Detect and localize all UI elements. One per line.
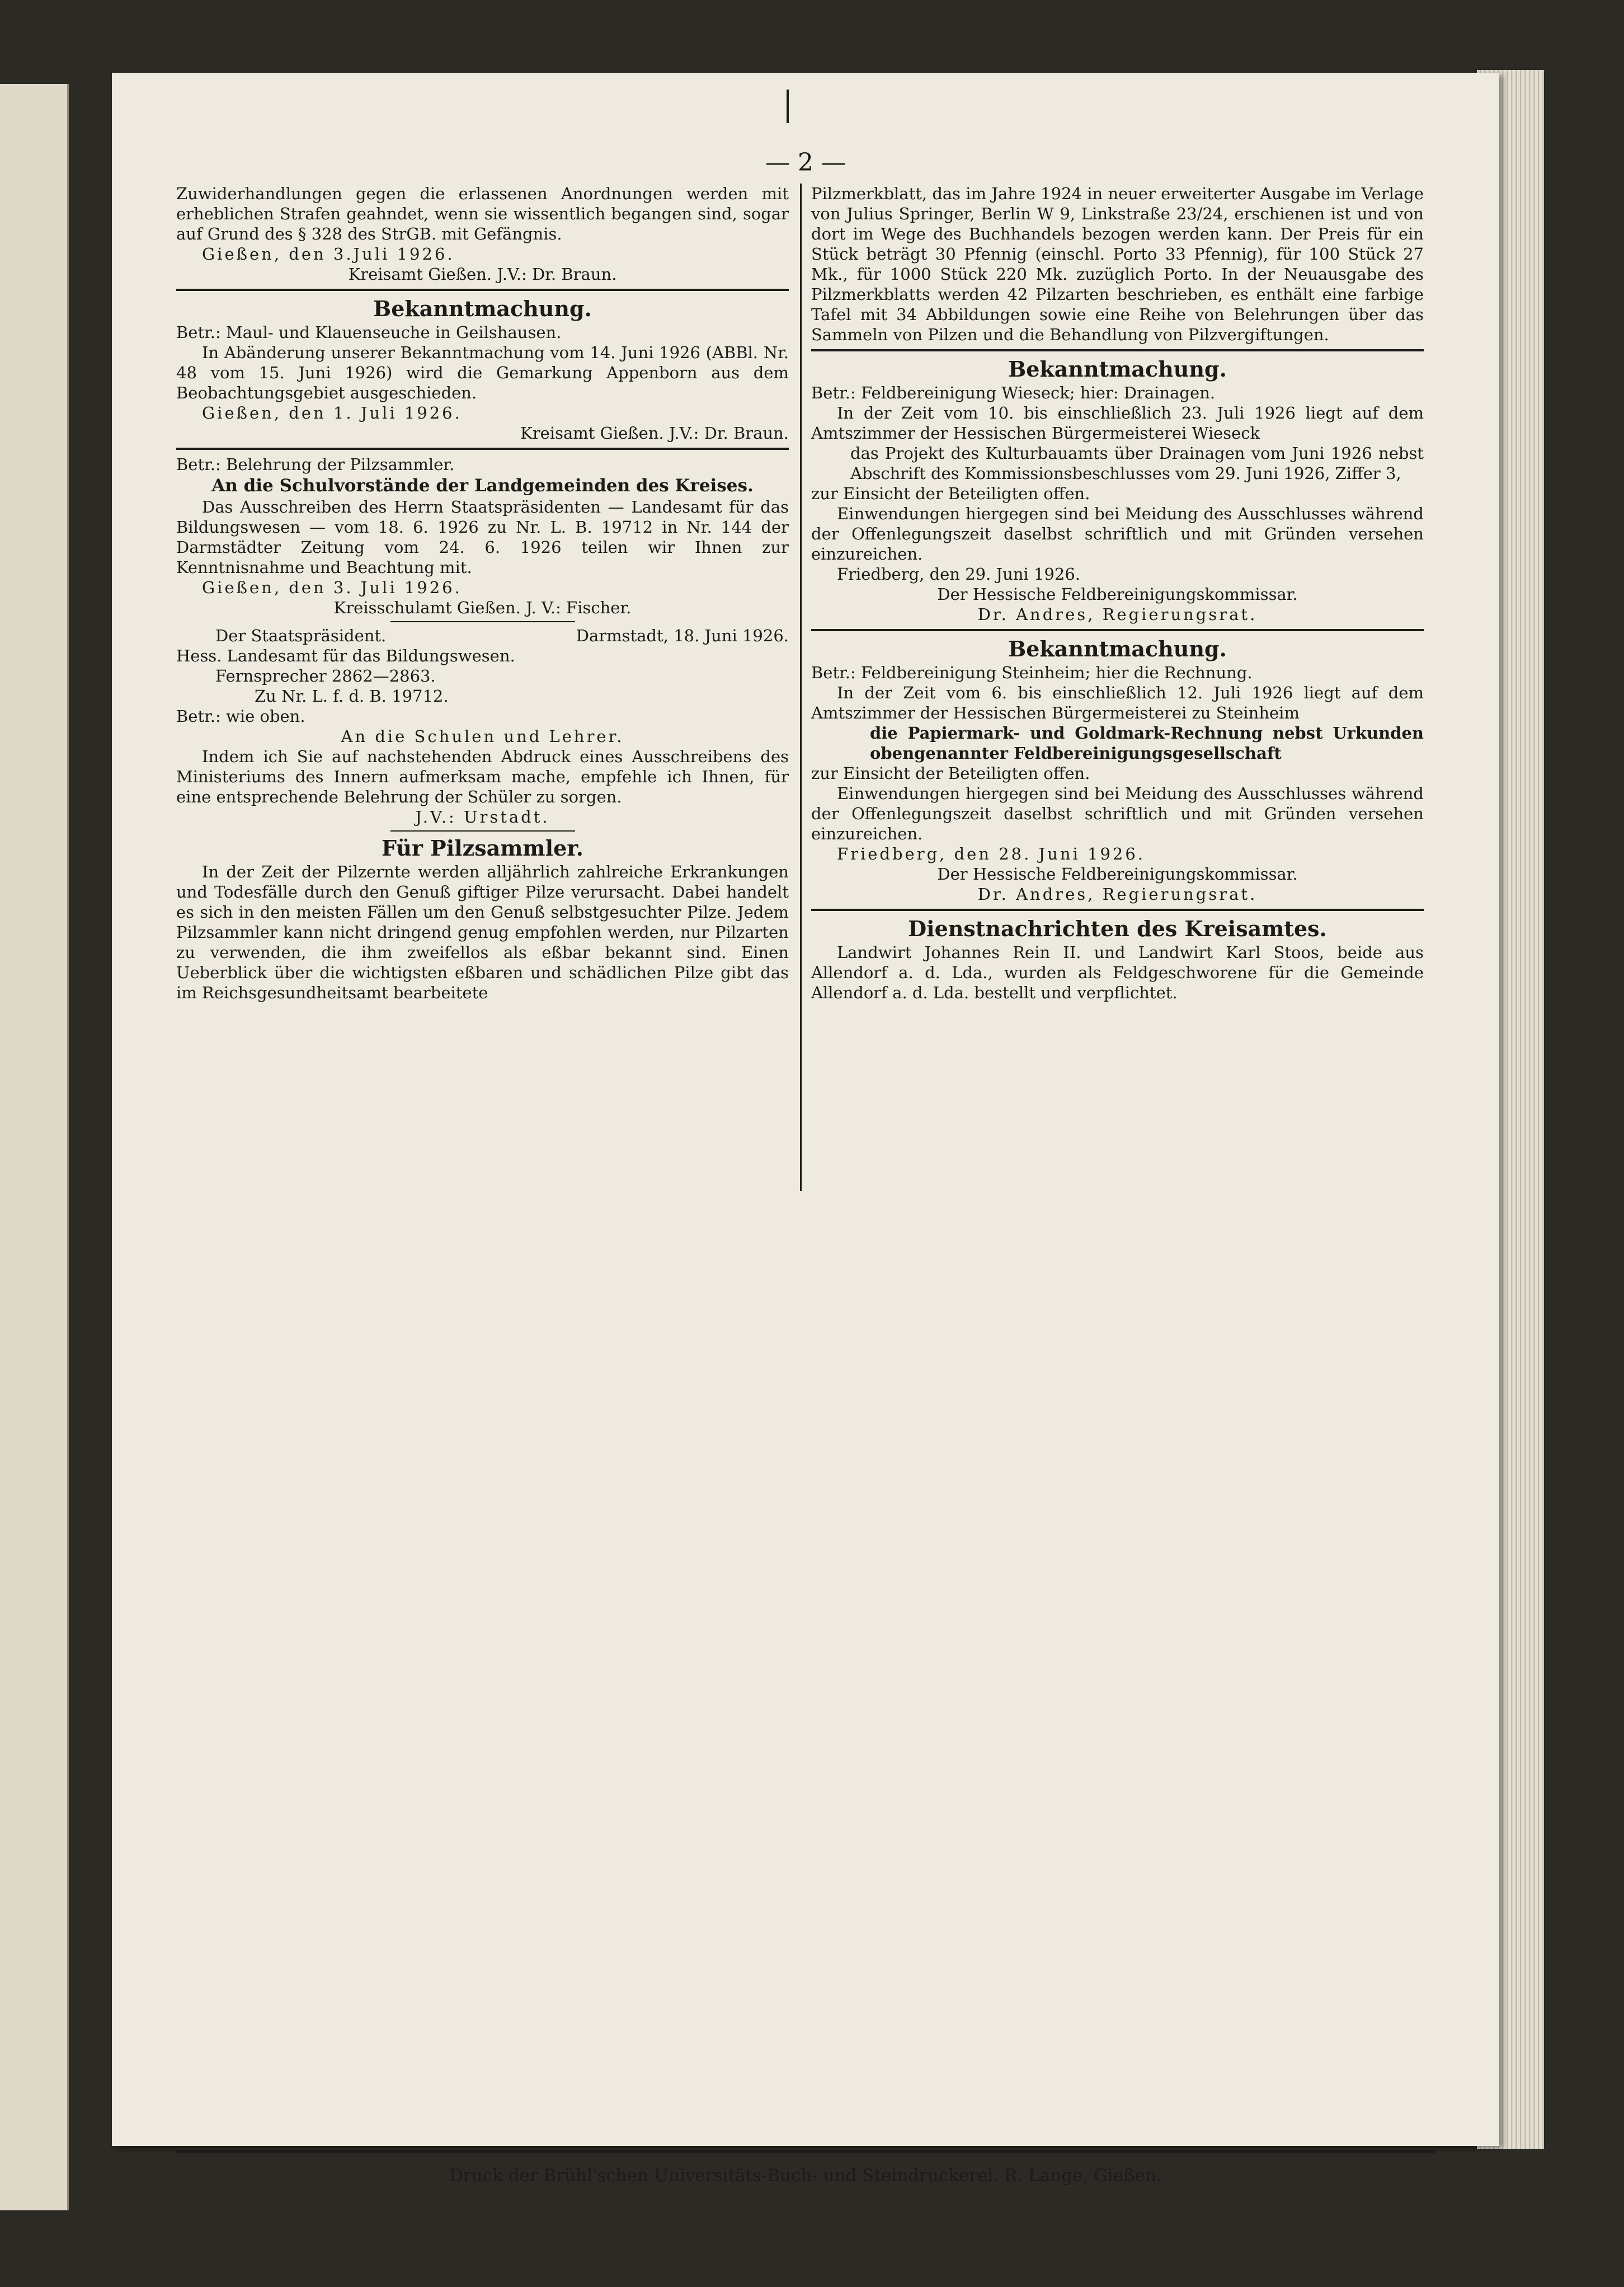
top-mark bbox=[787, 90, 789, 123]
betr-line: Betr.: Feldbereinigung Wieseck; hier: Drainagen. bbox=[811, 383, 1216, 402]
signature-line: Dr. Andres, Regierungsrat. bbox=[977, 885, 1258, 904]
sender-row bbox=[176, 626, 789, 646]
address-heading: An die Schulvorstände der Landgemeinden des Kreises. bbox=[211, 476, 754, 496]
date-line: Friedberg, den 28. Juni 1926. bbox=[837, 844, 1146, 863]
section-rule bbox=[811, 629, 1424, 631]
date-line: Gießen, den 3.Juli 1926. bbox=[202, 245, 455, 264]
sender: Der Staatspräsident. bbox=[215, 626, 387, 645]
signature-line: Dr. Andres, Regierungsrat. bbox=[977, 605, 1258, 624]
paragraph-tail: zur Einsicht der Beteiligten offen. bbox=[811, 484, 1090, 503]
short-rule bbox=[390, 621, 575, 622]
left-page-edge bbox=[0, 84, 69, 2210]
printer-imprint: Druck der Brühl'schen Universitäts-Buch- und Steindruckerei. R. Lange, Gießen. bbox=[449, 2166, 1162, 2186]
footer-rule bbox=[176, 2150, 1435, 2153]
paragraph: Einwendungen hiergegen sind bei Meidung des Ausschlusses während der Offenlegungszeit daselbst schriftlich und mit Gründen versehen einzureichen. bbox=[811, 784, 1424, 843]
paragraph: In der Zeit vom 10. bis einschließlich 23. Juli 1926 liegt auf dem Amtszimmer der Hessischen Bürgermeisterei Wieseck bbox=[811, 403, 1424, 443]
column-divider bbox=[800, 184, 802, 1191]
paragraph: Landwirt Johannes Rein II. und Landwirt Karl Stoos, beide aus Allendorf a. d. Lda., wurden als Feldgeschworene für die Gemeinde Allendorf a. d. Lda. bestellt und verpflichtet. bbox=[811, 943, 1424, 1002]
paragraph-tail: zur Einsicht der Beteiligten offen. bbox=[811, 764, 1090, 783]
page-number: — 2 — bbox=[765, 148, 846, 177]
betr-line: Betr.: Feldbereinigung Steinheim; hier die Rechnung. bbox=[811, 663, 1253, 682]
section-rule bbox=[811, 349, 1424, 351]
section-heading: Für Pilzsammler. bbox=[381, 835, 584, 861]
paragraph: In Abänderung unserer Bekanntmachung vom 14. Juni 1926 (ABBl. Nr. 48 vom 15. Juni 1926) wird die Gemarkung Appenborn aus dem Beobachtungsgebiet ausgeschieden. bbox=[176, 343, 789, 402]
signature-line: Kreisschulamt Gießen. J. V.: Fischer. bbox=[333, 598, 632, 617]
paragraph: Pilzmerkblatt, das im Jahre 1924 in neuer erweiterter Ausgabe im Verlage von Julius Springer, Berlin W 9, Linkstraße 23/24, erschienen ist und von dort im Wege des Buchhandels bezogen werden kann. Der Preis für ein Stück beträgt 30 Pfennig (einschl. Porto 33 Pfennig), für 100 Stück 27 Mk., für 1000 Stück 220 Mk. zuzüglich Porto. In der Neuausgabe des Pilzmerkblatts werden 42 Pilzarten beschrieben, es enthält eine farbige Tafel mit 34 Abbildungen sowie eine Reihe von Belehrungen über das Sammeln von Pilzen und die Behandlung von Pilzvergiftungen. bbox=[811, 184, 1424, 344]
document-page bbox=[112, 73, 1499, 2186]
list-item: das Projekt des Kulturbauamts über Drainagen vom Juni 1926 nebst Abschrift des Kommissionsbeschlusses vom 29. Juni 1926, Ziffer 3, bbox=[850, 444, 1424, 483]
signature-line: Kreisamt Gießen. J.V.: Dr. Braun. bbox=[520, 424, 789, 443]
date-line: Gießen, den 1. Juli 1926. bbox=[202, 403, 462, 422]
paragraph: Indem ich Sie auf nachstehenden Abdruck eines Ausschreibens des Ministeriums des Innern aufmerksam mache, empfehle ich Ihnen, für eine entsprechende Belehrung der Schüler zu sorgen. bbox=[176, 747, 789, 806]
list-item: die Papiermark- und Goldmark-Rechnung nebst Urkunden obengenannter Feldbereinigungsgesellschaft bbox=[870, 724, 1424, 763]
paragraph: Zuwiderhandlungen gegen die erlassenen Anordnungen werden mit erheblichen Strafen geahndet, wenn sie wissentlich begangen sind, sogar auf Grund des § 328 des StrGB. mit Gefängnis. bbox=[176, 184, 789, 243]
date-line: Gießen, den 3. Juli 1926. bbox=[202, 578, 462, 597]
date-line: Friedberg, den 29. Juni 1926. bbox=[837, 565, 1081, 584]
short-rule bbox=[390, 830, 575, 832]
section-rule bbox=[176, 289, 789, 291]
place-date: Darmstadt, 18. Juni 1926. bbox=[576, 626, 789, 645]
signature-line: J.V.: Urstadt. bbox=[415, 807, 550, 826]
betr-line: Betr.: Belehrung der Pilzsammler. bbox=[176, 455, 455, 474]
phone-line: Fernsprecher 2862—2863. bbox=[215, 666, 436, 685]
office-line: Hess. Landesamt für das Bildungswesen. bbox=[176, 646, 515, 665]
paragraph: In der Zeit vom 6. bis einschließlich 12. Juli 1926 liegt auf dem Amtszimmer der Hessischen Bürgermeisterei zu Steinheim bbox=[811, 683, 1424, 722]
signature-line: Der Hessische Feldbereinigungskommissar. bbox=[937, 585, 1298, 604]
section-rule bbox=[176, 448, 789, 450]
betr-line: Betr.: Maul- und Klauenseuche in Geilshausen. bbox=[176, 323, 562, 342]
paragraph: Das Ausschreiben des Herrn Staatspräsidenten — Landesamt für das Bildungswesen — vom 18. 6. 1926 zu Nr. L. B. 19712 in Nr. 144 der Darmstädter Zeitung vom 24. 6. 1926 teilen wir Ihnen zur Kenntnisnahme und Beachtung mit. bbox=[176, 497, 789, 577]
reference-line: Zu Nr. L. f. d. B. 19712. bbox=[255, 687, 449, 706]
section-heading: Dienstnachrichten des Kreisamtes. bbox=[908, 916, 1327, 941]
section-heading: Bekanntmachung. bbox=[373, 296, 592, 321]
paragraph: Einwendungen hiergegen sind bei Meidung des Ausschlusses während der Offenlegungszeit daselbst schriftlich und mit Gründen versehen einzureichen. bbox=[811, 504, 1424, 563]
section-heading: Bekanntmachung. bbox=[1008, 356, 1227, 382]
right-column bbox=[811, 184, 1424, 1003]
signature-line: Der Hessische Feldbereinigungskommissar. bbox=[937, 865, 1298, 884]
address-line: An die Schulen und Lehrer. bbox=[341, 727, 624, 746]
paragraph: In der Zeit der Pilzernte werden alljährlich zahlreiche Erkrankungen und Todesfälle durch den Genuß giftiger Pilze verursacht. Dabei handelt es sich in den meisten Fällen um den Genuß selbstgesuchter Pilze. Jedem Pilzsammler kann nicht dringend genug empfohlen werden, nur Pilzarten zu verwenden, die ihm zweifellos als eßbar bekannt sind. Einen Ueberblick über die wichtigsten eßbaren und schädlichen Pilze gibt das im Reichsgesundheitsamt bearbeitete bbox=[176, 862, 789, 1002]
betr-line: Betr.: wie oben. bbox=[176, 707, 305, 726]
left-column bbox=[176, 184, 789, 1003]
section-heading: Bekanntmachung. bbox=[1008, 636, 1227, 661]
section-rule bbox=[811, 909, 1424, 911]
signature-line: Kreisamt Gießen. J.V.: Dr. Braun. bbox=[348, 265, 617, 284]
